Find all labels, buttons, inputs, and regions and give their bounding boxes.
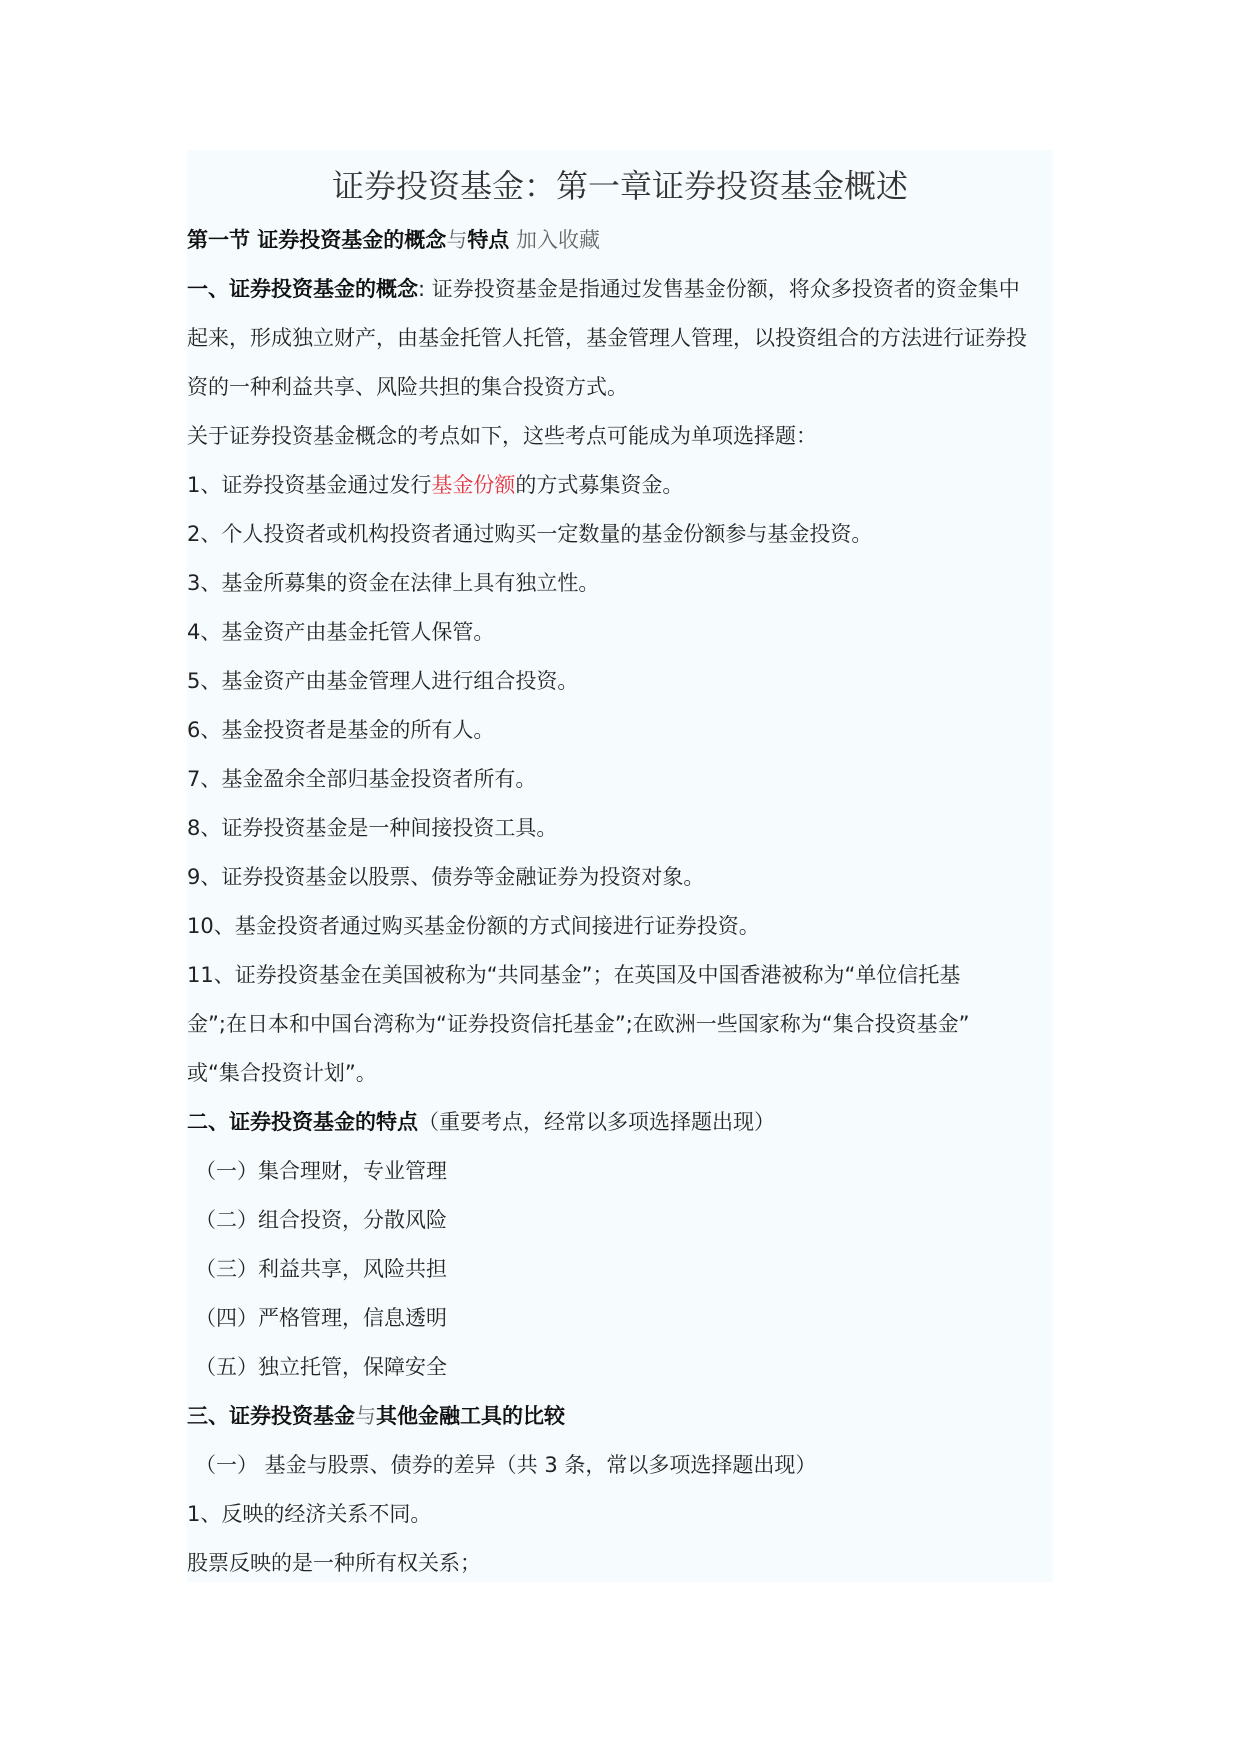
exam-point-1-pre: 1、证券投资基金通过发行 (187, 473, 432, 497)
exam-point: 7、基金盈余全部归基金投资者所有。 (187, 767, 537, 791)
exam-point: 5、基金资产由基金管理人进行组合投资。 (187, 669, 579, 693)
comparison-heading-conj: 与 (355, 1404, 376, 1428)
exam-point-1-highlight: 基金份额 (431, 473, 516, 497)
concept-text-1: : 证券投资基金是指通过发售基金份额，将众多投资者的资金集中 (418, 277, 1020, 301)
exam-point-11-line-1: 11、证券投资基金在美国被称为“共同基金”；在英国及中国香港被称为“单位信托基 (187, 963, 961, 987)
comparison-heading-part-a: 三、证券投资基金 (187, 1404, 355, 1428)
feature-item: （二）组合投资，分散风险 (195, 1208, 447, 1232)
comparison-item-1: 1、反映的经济关系不同。 (187, 1502, 432, 1526)
concept-line-2: 起来，形成独立财产，由基金托管人托管，基金管理人管理，以投资组合的方法进行证券投 (187, 326, 1027, 350)
exam-point: 2、个人投资者或机构投资者通过购买一定数量的基金份额参与基金投资。 (187, 522, 873, 546)
features-label: 二、证券投资基金的特点 (187, 1110, 418, 1134)
features-heading (187, 1098, 1053, 1147)
comparison-heading (187, 1392, 1053, 1441)
comparison-subheading: （一） 基金与股票、债券的差异（共 3 条，常以多项选择题出现） (195, 1453, 817, 1477)
exam-point: 8、证券投资基金是一种间接投资工具。 (187, 816, 558, 840)
exam-point: 3、基金所募集的资金在法律上具有独立性。 (187, 571, 600, 595)
features-note: （重要考点，经常以多项选择题出现） (418, 1110, 775, 1134)
feature-item: （五）独立托管，保障安全 (195, 1355, 447, 1379)
section-heading-1-part-b: 特点 (467, 228, 510, 252)
exam-point-1 (187, 461, 1053, 510)
comparison-text-1: 股票反映的是一种所有权关系； (187, 1551, 481, 1575)
document-body (187, 150, 1053, 1588)
exam-point: 6、基金投资者是基金的所有人。 (187, 718, 495, 742)
exam-point: 9、证券投资基金以股票、债券等金融证券为投资对象。 (187, 865, 705, 889)
exam-point-1-post: 的方式募集资金。 (515, 473, 684, 497)
exam-point: 4、基金资产由基金托管人保管。 (187, 620, 495, 644)
section-heading-1-part-a: 第一节 证券投资基金的概念 (187, 228, 447, 252)
comparison-heading-part-b: 其他金融工具的比较 (376, 1404, 565, 1428)
exam-point: 10、基金投资者通过购买基金份额的方式间接进行证券投资。 (187, 914, 760, 938)
page-title: 证券投资基金：第一章证券投资基金概述 (331, 167, 908, 205)
concept-line-1 (187, 265, 1053, 314)
section-heading-1-conj: 与 (446, 228, 468, 252)
concept-line-3: 资的一种利益共享、风险共担的集合投资方式。 (187, 375, 628, 399)
exam-point-11-line-3: 或“集合投资计划”。 (187, 1061, 377, 1085)
section-heading-1 (187, 216, 1053, 265)
exam-intro: 关于证券投资基金概念的考点如下，这些考点可能成为单项选择题： (187, 424, 817, 448)
feature-item: （三）利益共享，风险共担 (195, 1257, 447, 1281)
exam-point-11-line-2: 金”;在日本和中国台湾称为“证券投资信托基金”;在欧洲一些国家称为“集合投资基金” (187, 1012, 970, 1036)
feature-item: （四）严格管理，信息透明 (195, 1306, 447, 1330)
concept-label: 一、证券投资基金的概念 (187, 277, 418, 301)
add-favorite-link[interactable]: 加入收藏 (509, 228, 600, 252)
feature-item: （一）集合理财，专业管理 (195, 1159, 447, 1183)
